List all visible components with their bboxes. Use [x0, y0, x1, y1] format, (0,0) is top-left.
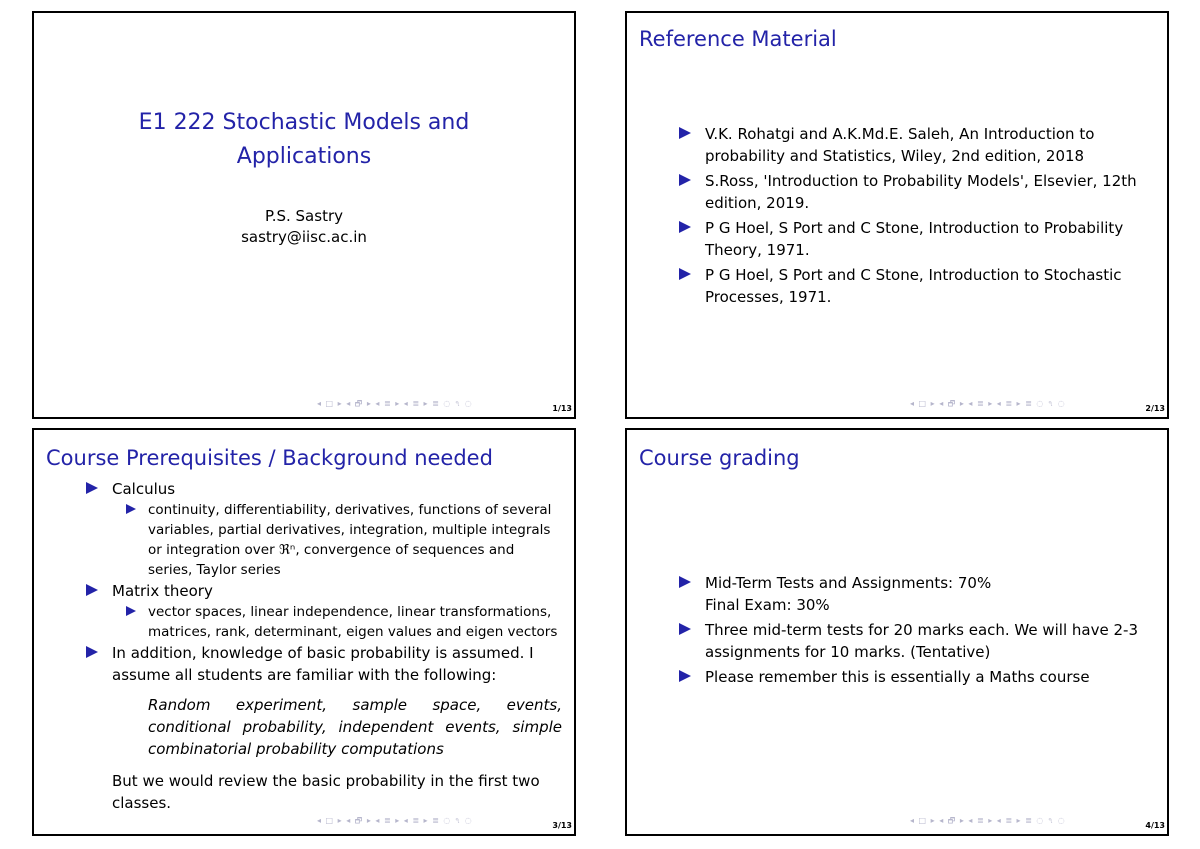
list-item [705, 666, 1145, 688]
list-item [112, 478, 562, 580]
list-item [112, 580, 562, 642]
list-item [705, 572, 1145, 616]
list-item-text: Calculus [112, 480, 176, 498]
slide-1 [32, 11, 576, 419]
slide-2-title: Reference Material [639, 27, 837, 51]
review-note: But we would review the basic probability in the first two classes. [112, 772, 540, 812]
author-name: P.S. Sastry [265, 207, 343, 225]
bullet-triangle-icon [679, 221, 691, 233]
sub-list-item-text: continuity, differentiability, derivatives, functions of several variables, partial derivatives, integration, multiple integrals or integration over ℜⁿ, convergence of sequences and series, Taylor series [148, 502, 552, 578]
slide-2 [625, 11, 1169, 419]
list-item-text: Three mid-term tests for 20 marks each. We will have 2-3 assignments for 10 marks. (Tentative) [705, 621, 1138, 661]
sub-list-item [148, 500, 562, 580]
bullet-triangle-icon [679, 576, 691, 588]
slide-3 [32, 428, 576, 836]
grading-list [705, 572, 1145, 691]
list-item [705, 170, 1145, 214]
page-number: 3/13 [552, 821, 572, 830]
list-item-text: Mid-Term Tests and Assignments: 70% [705, 574, 992, 592]
bullet-triangle-icon [679, 623, 691, 635]
quote-block: Random experiment, sample space, events, conditional probability, independent events, simple combinatorial probability computations [148, 696, 562, 758]
list-item [705, 619, 1145, 663]
beamer-nav-icons[interactable]: ◂ □ ▸ ◂ 🗗 ▸ ◂ ≣ ▸ ◂ ≣ ▸ ≣ ◌ ৭ ◌ [317, 399, 473, 408]
list-item-text: Final Exam: 30% [705, 596, 830, 614]
beamer-nav-icons[interactable]: ◂ □ ▸ ◂ 🗗 ▸ ◂ ≣ ▸ ◂ ≣ ▸ ≣ ◌ ৭ ◌ [910, 399, 1066, 408]
sub-list-item [148, 602, 562, 642]
sub-list [112, 500, 562, 580]
beamer-nav-icons[interactable]: ◂ □ ▸ ◂ 🗗 ▸ ◂ ≣ ▸ ◂ ≣ ▸ ≣ ◌ ৭ ◌ [317, 816, 473, 825]
bullet-triangle-icon [86, 482, 98, 494]
slide-4 [625, 428, 1169, 836]
bullet-triangle-icon [126, 504, 136, 514]
reference-list [705, 123, 1145, 311]
list-item [705, 217, 1145, 261]
title-line-2: Applications [236, 144, 372, 169]
title-line-1: E1 222 Stochastic Models and [138, 110, 470, 135]
slide-3-title: Course Prerequisites / Background needed [46, 446, 493, 470]
bullet-triangle-icon [679, 127, 691, 139]
page-number: 1/13 [552, 404, 572, 413]
sub-list [112, 602, 562, 642]
slide-1-title [34, 106, 574, 174]
page-number: 4/13 [1145, 821, 1165, 830]
bullet-triangle-icon [126, 606, 136, 616]
sub-list-item-text: vector spaces, linear independence, linear transformations, matrices, rank, determinant, eigen values and eigen vectors [148, 604, 558, 640]
list-item [112, 642, 562, 814]
prerequisites-list [112, 478, 562, 814]
author-email: sastry@iisc.ac.in [241, 228, 367, 246]
bullet-triangle-icon [86, 646, 98, 658]
bullet-triangle-icon [86, 584, 98, 596]
list-item-text: V.K. Rohatgi and A.K.Md.E. Saleh, An Introduction to probability and Statistics, Wiley, 2nd edition, 2018 [705, 125, 1095, 165]
bullet-triangle-icon [679, 174, 691, 186]
list-item-text: Please remember this is essentially a Maths course [705, 668, 1090, 686]
bullet-triangle-icon [679, 670, 691, 682]
list-item [705, 264, 1145, 308]
slide-4-title: Course grading [639, 446, 800, 470]
author-block [34, 206, 574, 248]
list-item [705, 123, 1145, 167]
list-item-text: P G Hoel, S Port and C Stone, Introduction to Probability Theory, 1971. [705, 219, 1124, 259]
page-number: 2/13 [1145, 404, 1165, 413]
list-item-text: S.Ross, 'Introduction to Probability Models', Elsevier, 12th edition, 2019. [705, 172, 1137, 212]
beamer-nav-icons[interactable]: ◂ □ ▸ ◂ 🗗 ▸ ◂ ≣ ▸ ◂ ≣ ▸ ≣ ◌ ৭ ◌ [910, 816, 1066, 825]
list-item-text: In addition, knowledge of basic probability is assumed. I assume all students are familiar with the following: [112, 644, 534, 684]
list-item-text: Matrix theory [112, 582, 213, 600]
list-item-text: P G Hoel, S Port and C Stone, Introduction to Stochastic Processes, 1971. [705, 266, 1122, 306]
bullet-triangle-icon [679, 268, 691, 280]
